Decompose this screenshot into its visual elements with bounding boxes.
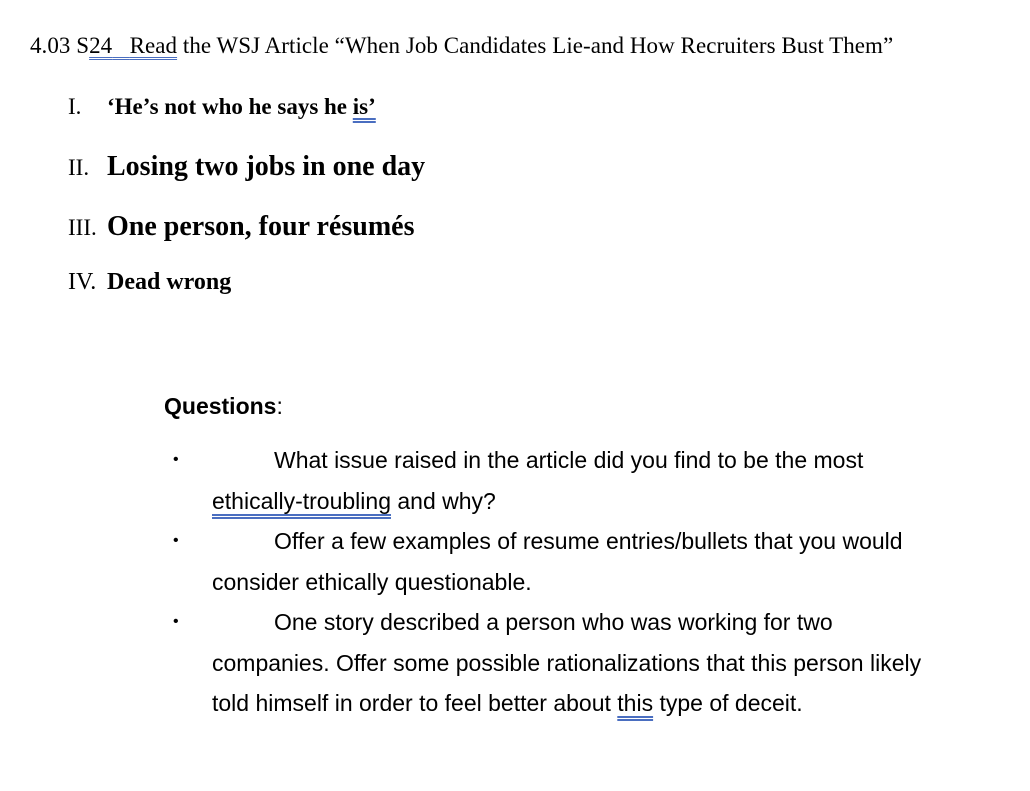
section-1-heading-underlined: is’ [352, 94, 376, 119]
section-4-numeral: IV. [68, 269, 97, 295]
document-title [30, 33, 893, 59]
question-item-1 [173, 440, 927, 521]
questions-label: Questions [164, 393, 277, 419]
question-2-text: Offer a few examples of resume entries/bullets that you would consider ethically questionable. [212, 528, 903, 595]
section-3-heading: One person, four résumés [107, 211, 415, 242]
title-underlined-segment [89, 33, 177, 58]
section-1-heading-main: ‘He’s not who he says he [107, 94, 353, 119]
question-1-text-after: and why? [390, 487, 496, 514]
section-1-numeral: I. [68, 94, 82, 119]
question-3-text-before: One story described a person who was working for two companies. Offer some possible rationalizations that this person likely told himself in order to feel better about [212, 609, 922, 716]
section-2-numeral: II. [68, 155, 90, 180]
title-course-number: 24 [89, 33, 113, 58]
bullet-icon: • [173, 532, 179, 549]
title-read-word: Read [129, 33, 178, 58]
bullet-icon: • [173, 613, 179, 630]
question-1-text-before: What issue raised in the article did you find to be the most [274, 447, 864, 473]
question-3-text-after: type of deceit. [653, 690, 803, 716]
section-3 [68, 211, 414, 243]
questions-heading [164, 393, 283, 420]
section-1 [68, 94, 376, 120]
question-1-underlined: ethically-troubling [212, 487, 391, 514]
question-3-underlined: this [617, 690, 654, 716]
questions-list [173, 440, 927, 724]
section-3-numeral: III. [68, 215, 97, 240]
section-2-heading: Losing two jobs in one day [107, 151, 426, 182]
section-4-heading: Dead wrong [107, 269, 232, 295]
section-2 [68, 151, 425, 183]
title-rest: the WSJ Article “When Job Candidates Lie-and How Recruiters Bust Them” [177, 33, 894, 58]
title-gap [112, 33, 129, 58]
questions-colon: : [276, 393, 283, 419]
bullet-icon: • [173, 451, 179, 468]
question-item-2 [173, 521, 927, 602]
title-prefix: 4.03 S [30, 33, 90, 58]
question-item-3 [173, 602, 927, 724]
section-1-heading [107, 94, 376, 119]
section-4 [68, 269, 231, 296]
